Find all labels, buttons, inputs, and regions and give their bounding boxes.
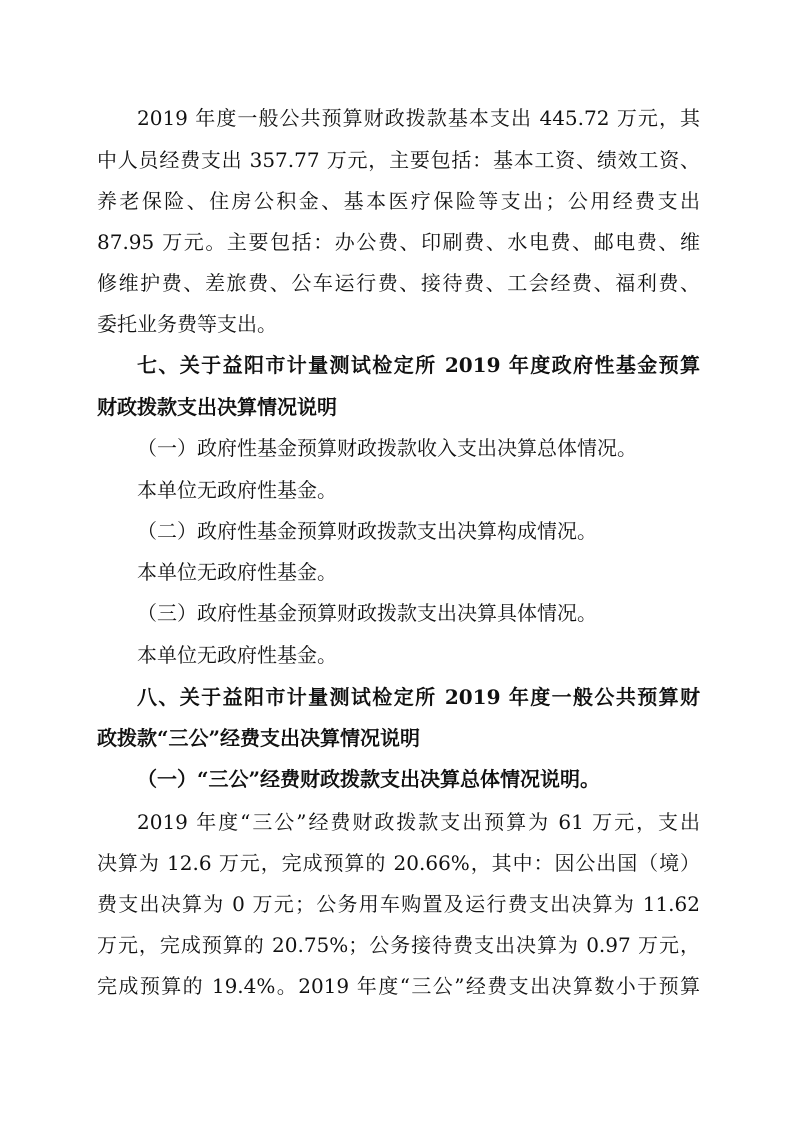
section-heading: 七、关于益阳市计量测试检定所 2019 年度政府性基金预算 xyxy=(137,353,700,377)
paragraph-line: 本单位无政府性基金。 xyxy=(137,478,337,502)
paragraph-line: 本单位无政府性基金。 xyxy=(137,560,337,584)
section-heading: 八、关于益阳市计量测试检定所 2019 年度一般公共预算财 xyxy=(137,685,700,709)
paragraph-line: 养老保险、住房公积金、基本医疗保险等支出；公用经费支出 xyxy=(97,189,700,213)
paragraph-line: 本单位无政府性基金。 xyxy=(137,643,337,667)
subsection-heading: （三）政府性基金预算财政拨款支出决算具体情况。 xyxy=(137,601,597,625)
subsection-heading: （二）政府性基金预算财政拨款支出决算构成情况。 xyxy=(137,519,597,543)
subsection-heading: （一）政府性基金预算财政拨款收入支出决算总体情况。 xyxy=(137,436,637,460)
paragraph-line: 决算为 12.6 万元，完成预算的 20.66%，其中：因公出国（境） xyxy=(97,851,700,875)
paragraph-line: 2019 年度一般公共预算财政拨款基本支出 445.72 万元，其 xyxy=(137,106,700,130)
paragraph-line: 委托业务费等支出。 xyxy=(97,312,277,336)
paragraph-line: 修维护费、差旅费、公车运行费、接待费、工会经费、福利费、 xyxy=(97,271,700,295)
paragraph-line: 中人员经费支出 357.77 万元，主要包括：基本工资、绩效工资、 xyxy=(97,148,700,172)
section-heading: 政拨款“三公”经费支出决算情况说明 xyxy=(97,726,421,750)
paragraph-line: 87.95 万元。主要包括：办公费、印刷费、水电费、邮电费、维 xyxy=(97,230,700,254)
paragraph-line: 完成预算的 19.4%。2019 年度“三公”经费支出决算数小于预算 xyxy=(97,974,700,998)
subsection-heading: （一）“三公”经费财政拨款支出决算总体情况说明。 xyxy=(137,767,601,791)
paragraph-line: 万元，完成预算的 20.75%；公务接待费支出决算为 0.97 万元， xyxy=(97,933,700,957)
paragraph-line: 2019 年度“三公”经费财政拨款支出预算为 61 万元，支出 xyxy=(137,810,700,834)
section-heading: 财政拨款支出决算情况说明 xyxy=(97,395,337,419)
paragraph-line: 费支出决算为 0 万元；公务用车购置及运行费支出决算为 11.62 xyxy=(97,892,700,916)
